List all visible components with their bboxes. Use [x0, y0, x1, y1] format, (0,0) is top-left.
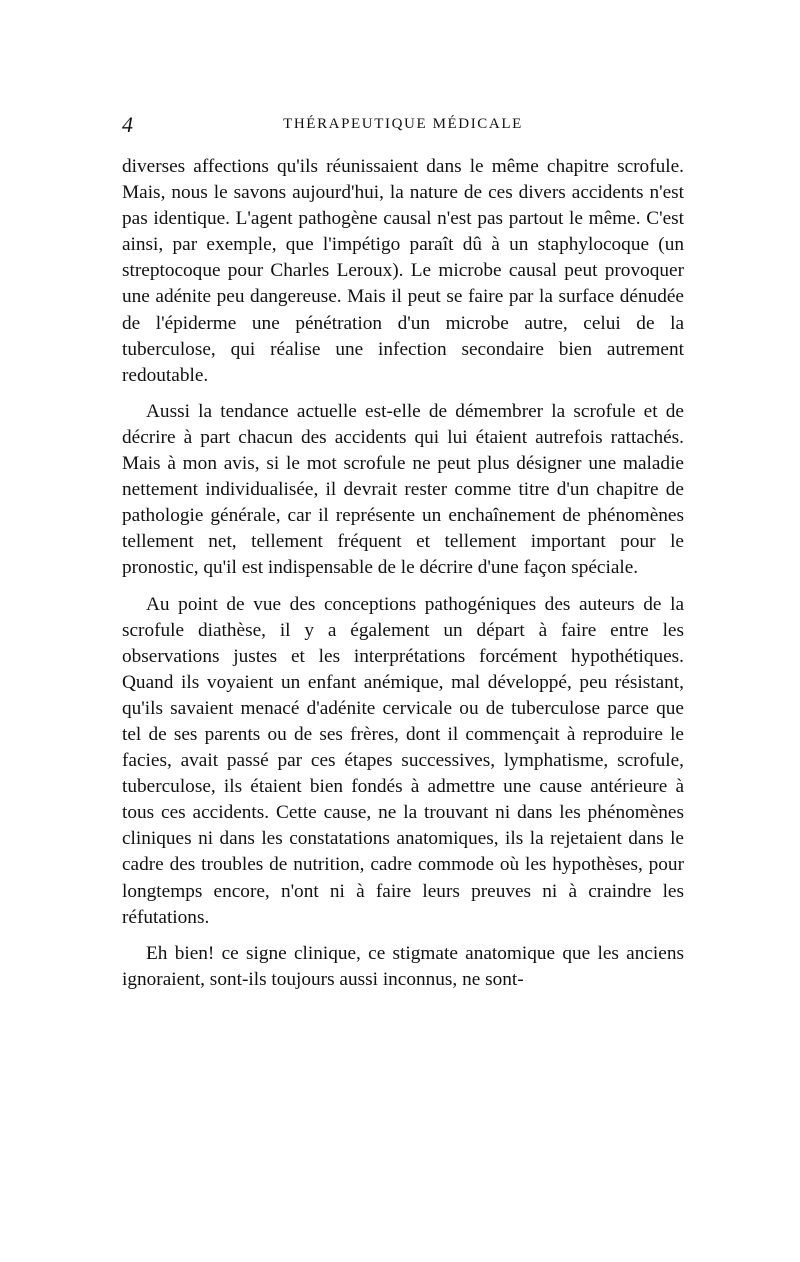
paragraph-4: Eh bien! ce signe clinique, ce stigmate anatomique que les anciens ignoraient, sont-ils toujours aussi inconnus, ne sont- [122, 942, 684, 990]
paragraph-2: Aussi la tendance actuelle est-elle de démembrer la scrofule et de décrire à part chacun des accidents qui lui étaient autrefois rattachés. Mais à mon avis, si le mot scrofule ne peut plus désigner une maladie nettement individualisée, il devrait rester comme titre d'un chapitre de pathologie générale, car il représente un enchaînement de phénomènes tellement net, tellement fréquent et tellement important pour le pronostic, qu'il est indispensable de le décrire d'une façon spéciale. [122, 400, 684, 579]
book-page [122, 112, 684, 993]
running-head [122, 112, 684, 142]
page-body [122, 154, 684, 993]
paragraph-1: diverses affections qu'ils réunissaient dans le même chapitre scrofule. Mais, nous le savons aujourd'hui, la nature de ces divers accidents n'est pas identique. L'agent pathogène causal n'est pas partout le même. C'est ainsi, par exemple, que l'impétigo paraît dû à un staphylocoque (un streptocoque pour Charles Leroux). Le microbe causal peut provoquer une adénite peu dangereuse. Mais il peut se faire par la surface dénudée de l'épiderme une pénétration d'un microbe autre, celui de la tuberculose, qui réalise une infection secondaire bien autrement redoutable. [122, 156, 684, 386]
paragraph-3: Au point de vue des conceptions pathogéniques des auteurs de la scrofule diathèse, il y a également un départ à faire entre les observations justes et les interprétations forcément hypothétiques. Quand ils voyaient un enfant anémique, mal développé, peu résistant, qu'ils savaient menacé d'adénite cervicale ou de tuberculose parce que tel de ses parents ou de ses frères, dont il commençait à reproduire le facies, avait passé par ces étapes successives, lymphatisme, scrofule, tuberculose, ils étaient bien fondés à admettre une cause antérieure à tous ces accidents. Cette cause, ne la trouvant ni dans les phénomènes cliniques ni dans les constatations anatomiques, ils la rejetaient dans le cadre des troubles de nutrition, cadre commode où les hypothèses, pour longtemps encore, n'ont ni à faire leurs preuves ni à craindre les réfutations. [122, 593, 684, 928]
page-number: 4 [122, 112, 133, 137]
running-title: THÉRAPEUTIQUE MÉDICALE [283, 116, 523, 132]
